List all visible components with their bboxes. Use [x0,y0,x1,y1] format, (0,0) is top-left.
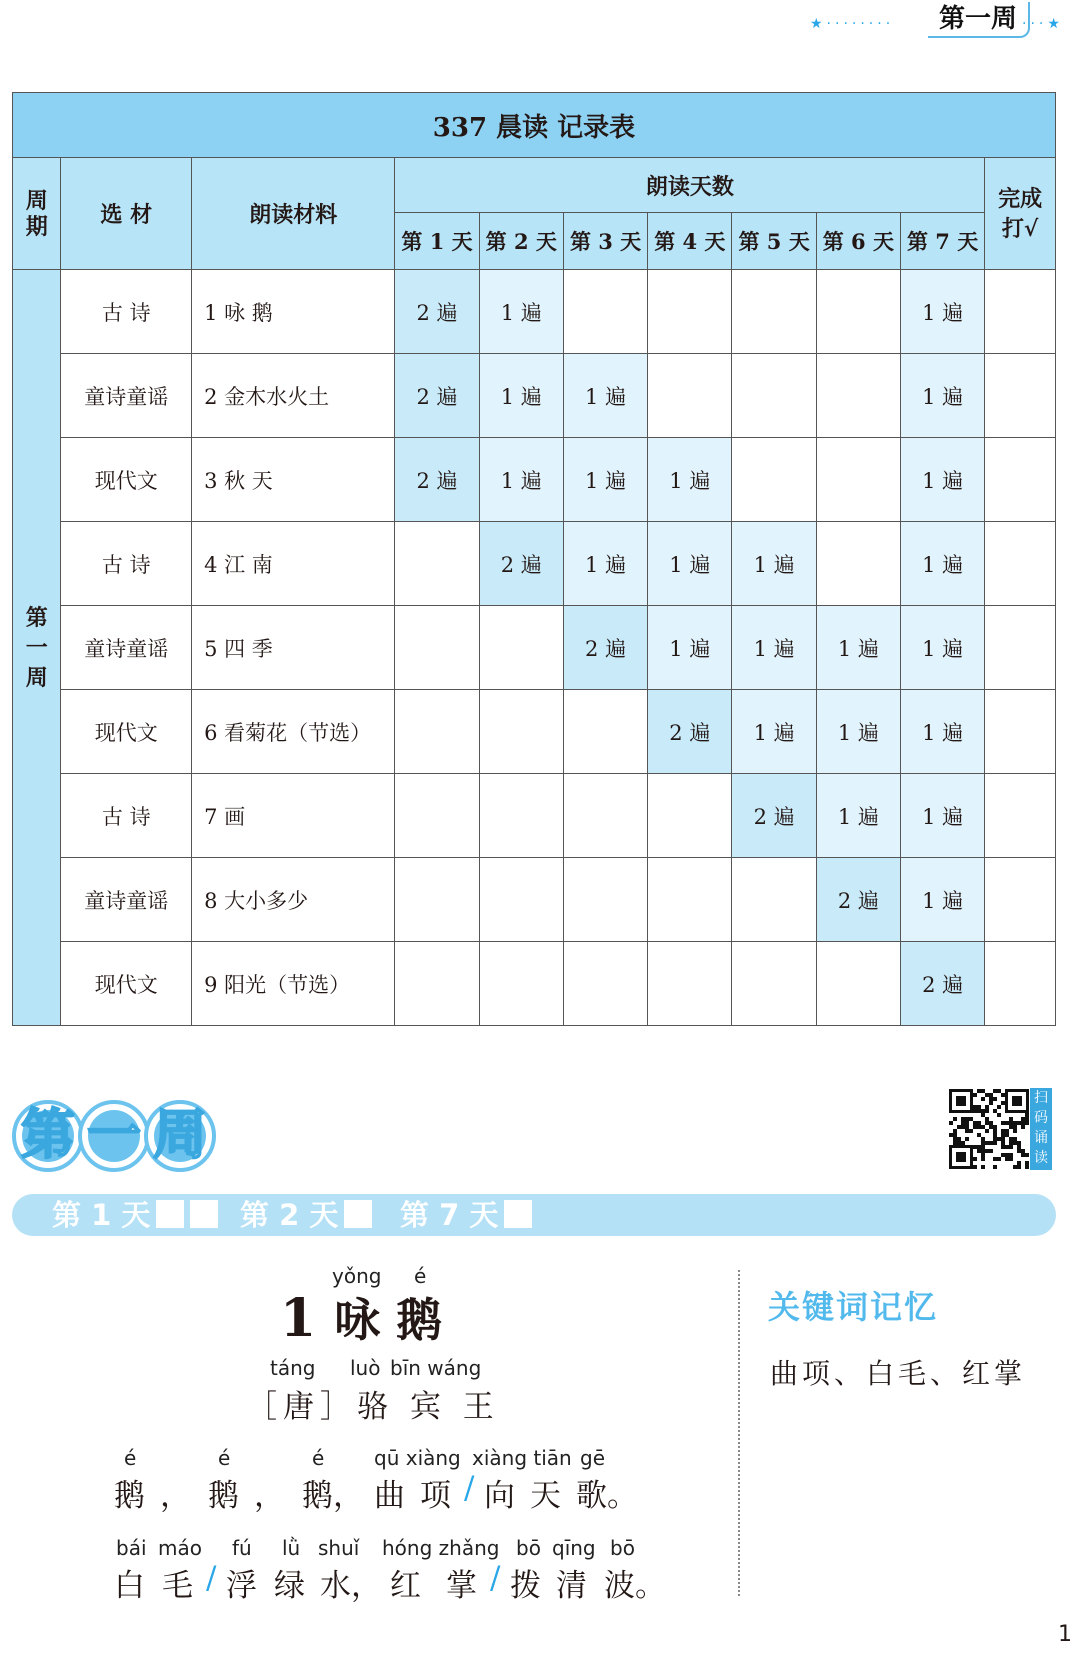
poem-title-text: 咏 鹅 [334,1293,443,1347]
week-char: 第 [21,1103,75,1166]
reading-count-cell: 1 遍 [900,522,984,606]
done-check-cell[interactable] [985,438,1056,522]
reading-count-cell: 2 遍 [816,858,900,942]
reading-count-cell [395,774,479,858]
done-check-cell[interactable] [985,606,1056,690]
poem-char: 向 [484,1478,515,1514]
reading-count-cell: 2 遍 [395,438,479,522]
page-number: 1 [1058,1622,1072,1647]
day-header-7: 第 7 天 [900,213,984,270]
reading-count-cell: 1 遍 [900,438,984,522]
material-type: 童诗童谣 [61,858,192,942]
reading-count-cell: 1 遍 [563,354,647,438]
pinyin: fú [232,1536,252,1560]
poem-char: 浮 [226,1568,257,1604]
pinyin: luò [350,1356,381,1380]
day-header-6: 第 6 天 [816,213,900,270]
reading-count-cell [732,858,816,942]
material-type: 现代文 [61,942,192,1026]
head-period: 周期 [13,158,61,270]
qr-label: 扫码诵读 [1030,1088,1052,1170]
pinyin: táng [270,1356,316,1380]
reading-count-cell [479,690,563,774]
done-check-cell[interactable] [985,858,1056,942]
check-box[interactable] [190,1200,218,1228]
day-header-3: 第 3 天 [563,213,647,270]
pinyin: máo [158,1536,202,1560]
table-row [13,858,1056,942]
material-title: 3 秋 天 [192,438,395,522]
reading-count-cell [816,354,900,438]
pause-mark: / [490,1560,501,1596]
check-box[interactable] [504,1200,532,1228]
reading-count-cell [648,354,732,438]
reading-count-cell: 1 遍 [816,774,900,858]
reading-count-cell: 2 遍 [395,354,479,438]
poem-author: ［唐］骆 宾 王 [246,1389,500,1425]
poem-char: 水， [320,1568,382,1604]
head-material: 选 材 [61,158,192,270]
reading-count-cell: 2 遍 [479,522,563,606]
header-dots-right: ···★ [1022,16,1064,32]
poem-char: 拨 [510,1568,541,1604]
reading-count-cell: 1 遍 [816,690,900,774]
reading-count-cell [648,270,732,354]
done-check-cell[interactable] [985,942,1056,1026]
pinyin: qīng [552,1536,596,1560]
reading-count-cell [479,774,563,858]
week-char: 周 [153,1103,207,1166]
poem-char: 波。 [604,1568,666,1604]
pinyin: yǒng [332,1264,382,1288]
day-label: 第 7 天 [400,1198,499,1232]
reading-count-cell: 1 遍 [900,606,984,690]
material-title: 8 大小多少 [192,858,395,942]
reading-count-cell [395,606,479,690]
day-7-check[interactable] [400,1194,532,1236]
reading-count-cell: 1 遍 [479,270,563,354]
table-row [13,270,1056,354]
reading-count-cell: 1 遍 [648,438,732,522]
header-dots-left: ★········ [810,16,895,32]
material-type: 现代文 [61,438,192,522]
pinyin: é [312,1446,325,1470]
material-title: 5 四 季 [192,606,395,690]
pinyin: hóng zhǎng [382,1536,500,1560]
done-check-cell[interactable] [985,270,1056,354]
pinyin: bō [610,1536,635,1560]
reading-count-cell: 2 遍 [900,942,984,1026]
reading-count-cell [395,522,479,606]
reading-count-cell [479,942,563,1026]
reading-count-cell: 1 遍 [816,606,900,690]
pause-mark: / [464,1470,475,1506]
reading-count-cell [732,354,816,438]
day-label: 第 2 天 [240,1198,339,1232]
pinyin: gē [580,1446,605,1470]
material-type: 童诗童谣 [61,606,192,690]
done-check-cell[interactable] [985,774,1056,858]
reading-count-cell [816,438,900,522]
reading-count-cell: 1 遍 [900,354,984,438]
reading-count-cell [648,942,732,1026]
reading-count-cell: 2 遍 [563,606,647,690]
reading-count-cell: 1 遍 [648,606,732,690]
pinyin: lǜ [282,1536,301,1560]
day-label: 第 1 天 [52,1198,151,1232]
table-row [13,606,1056,690]
head-done: 完成打√ [985,158,1056,270]
day-header-1: 第 1 天 [395,213,479,270]
check-box[interactable] [344,1200,372,1228]
reading-count-cell: 1 遍 [479,438,563,522]
poem-char: 红 [390,1568,421,1604]
table-row [13,354,1056,438]
table-row [13,438,1056,522]
week-tab-label: 第一周 [928,2,1030,38]
material-title: 1 咏 鹅 [192,270,395,354]
reading-count-cell: 1 遍 [732,522,816,606]
material-title: 4 江 南 [192,522,395,606]
poem-char: 天 [530,1478,561,1514]
poem-char: ， [254,1478,285,1514]
reading-count-cell: 1 遍 [900,774,984,858]
material-type: 童诗童谣 [61,354,192,438]
reading-count-cell: 1 遍 [732,606,816,690]
reading-count-cell [732,942,816,1026]
week-char: 一 [87,1103,141,1166]
reading-count-cell [816,270,900,354]
pinyin: bō [516,1536,541,1560]
material-type: 古 诗 [61,522,192,606]
day-header-5: 第 5 天 [732,213,816,270]
pinyin: qū xiàng [374,1446,461,1470]
pinyin: xiàng tiān [472,1446,572,1470]
head-days: 朗读天数 [395,158,985,213]
pinyin: é [414,1264,427,1288]
material-title: 6 看菊花（节选） [192,690,395,774]
reading-count-cell [563,270,647,354]
reading-count-cell: 2 遍 [395,270,479,354]
poem-char: 鹅 [114,1478,145,1514]
reading-count-cell [395,942,479,1026]
poem-char: 绿 [274,1568,305,1604]
table-row [13,690,1056,774]
head-content: 朗读材料 [192,158,395,270]
material-title: 2 金木水火土 [192,354,395,438]
table-row [13,522,1056,606]
reading-count-cell: 2 遍 [648,690,732,774]
reading-count-cell [816,942,900,1026]
day-1-check[interactable] [52,1194,218,1236]
pause-mark: / [206,1560,217,1596]
reading-count-cell [732,270,816,354]
day-header-2: 第 2 天 [479,213,563,270]
poem-char: 项 [420,1478,451,1514]
reading-count-cell: 1 遍 [479,354,563,438]
table-title: 337 晨读 记录表 [13,93,1056,158]
material-type: 古 诗 [61,774,192,858]
week-header-tab [810,0,1080,44]
material-type: 古 诗 [61,270,192,354]
poem-char: 鹅 [208,1478,239,1514]
pinyin: é [218,1446,231,1470]
poem-title [280,1284,442,1350]
column-divider [738,1270,740,1596]
poem-char: 白 [114,1568,145,1604]
period-cell: 第一周 [13,270,61,1026]
poem-char: 鹅， [302,1478,364,1514]
reading-count-cell [479,606,563,690]
reading-count-cell [648,858,732,942]
reading-count-cell: 1 遍 [900,858,984,942]
pinyin: bīn wáng [390,1356,482,1380]
week-title [12,1100,252,1170]
reading-count-cell: 1 遍 [900,270,984,354]
poem-char: 掌 [446,1568,477,1604]
reading-count-cell: 1 遍 [563,522,647,606]
poem-char: 歌。 [576,1478,638,1514]
table-row [13,942,1056,1026]
reading-record-table [12,92,1056,1026]
reading-count-cell [563,858,647,942]
day-2-check[interactable] [240,1194,372,1236]
reading-count-cell: 1 遍 [732,690,816,774]
qr-code-icon [948,1088,1030,1170]
reading-count-cell [563,942,647,1026]
material-title: 9 阳光（节选） [192,942,395,1026]
material-type: 现代文 [61,690,192,774]
day-check-bar [12,1194,1056,1236]
reading-count-cell: 1 遍 [900,690,984,774]
reading-count-cell [648,774,732,858]
day-header-4: 第 4 天 [648,213,732,270]
poem-char: ， [160,1478,191,1514]
reading-count-cell [395,858,479,942]
done-check-cell[interactable] [985,354,1056,438]
check-box[interactable] [156,1200,184,1228]
reading-count-cell [563,774,647,858]
material-title: 7 画 [192,774,395,858]
poem-char: 曲 [374,1478,405,1514]
poem-char: 毛 [162,1568,193,1604]
reading-count-cell: 2 遍 [732,774,816,858]
done-check-cell[interactable] [985,522,1056,606]
reading-count-cell [395,690,479,774]
done-check-cell[interactable] [985,690,1056,774]
key-words-title: 关键词记忆 [768,1288,939,1326]
reading-count-cell: 1 遍 [563,438,647,522]
reading-count-cell [479,858,563,942]
reading-count-cell [816,522,900,606]
poem-char: 清 [556,1568,587,1604]
pinyin: bái [116,1536,147,1560]
key-words: 曲项、白毛、红掌 [770,1357,1027,1390]
reading-count-cell [732,438,816,522]
table-row [13,774,1056,858]
pinyin: shuǐ [318,1536,360,1560]
reading-count-cell: 1 遍 [648,522,732,606]
qr-code[interactable] [948,1088,1052,1170]
reading-count-cell [563,690,647,774]
poem-number: 1 [280,1288,317,1349]
pinyin: é [124,1446,137,1470]
